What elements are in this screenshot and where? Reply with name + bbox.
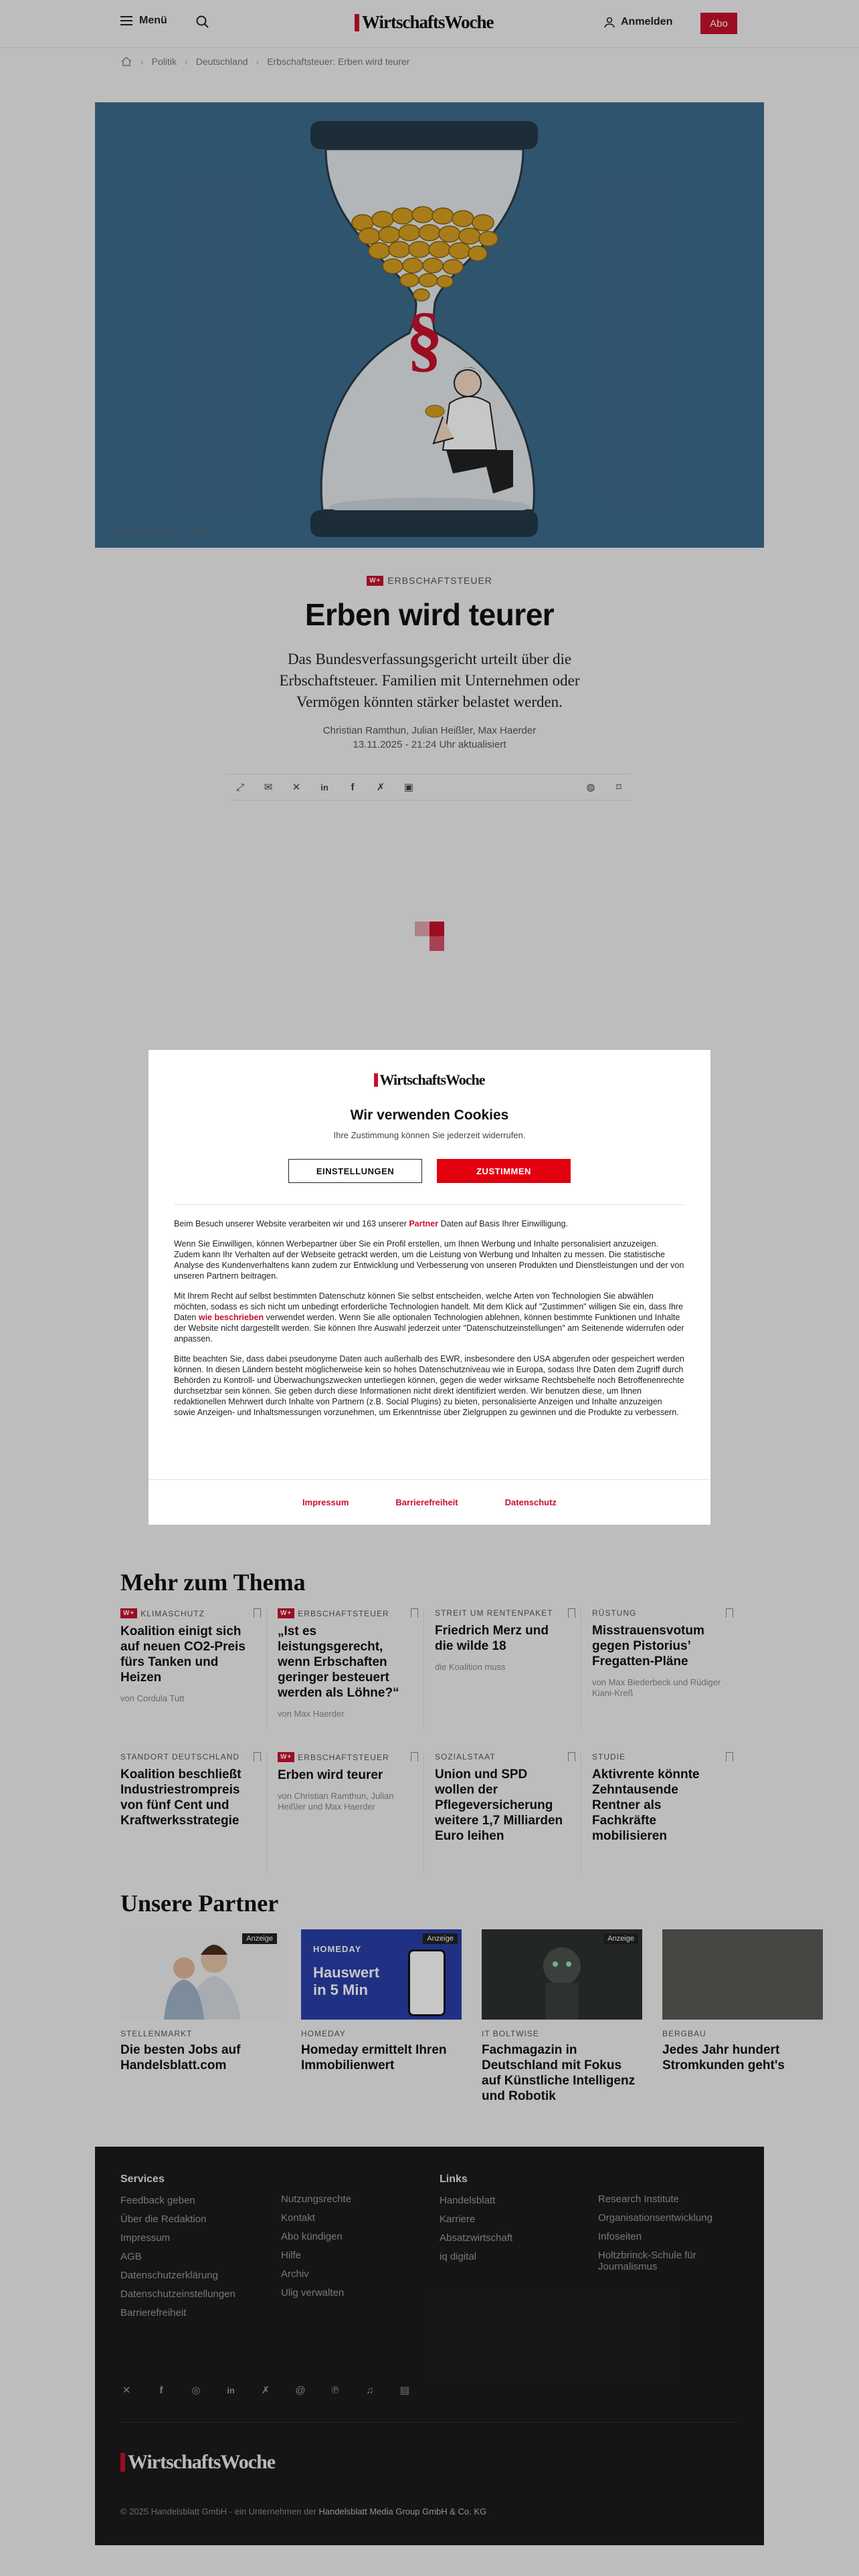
footer-link[interactable]: iq digital [440, 2251, 477, 2262]
card-kicker: KLIMASCHUTZ [140, 1608, 205, 1618]
homeday-slogan: Hauswert in 5 Min [313, 1964, 380, 1998]
footer-link[interactable]: AGB [120, 2251, 142, 2262]
article-headline: Erben wird teurer [304, 597, 555, 632]
ad-label: Anzeige [603, 1933, 638, 1944]
linkedin-icon[interactable]: in [227, 2385, 235, 2395]
partner-kicker: BERGBAU [662, 2029, 706, 2038]
copyright: © 2025 Handelsblatt GmbH - ein Unternehmen der Handelsblatt Media Group GmbH & Co. KG [120, 2506, 487, 2516]
image-credit: Foto: Getty Images, Collage [111, 528, 211, 537]
footer-logo[interactable]: WirtschaftsWoche [120, 2451, 275, 2474]
card-kicker: ERBSCHAFTSTEUER [298, 1752, 389, 1762]
partner-title[interactable]: Die besten Jobs auf Handelsblatt.com [120, 2043, 241, 2072]
x-icon[interactable]: ✕ [122, 2385, 131, 2396]
card-kicker: RÜSTUNG [592, 1608, 637, 1618]
ad-label: Anzeige [423, 1933, 458, 1944]
footer-link[interactable]: Abo kündigen [281, 2231, 343, 2242]
impressum-link[interactable]: Impressum [302, 1497, 349, 1507]
breadcrumb-item[interactable]: Politik [151, 56, 177, 67]
cookie-title: Wir verwenden Cookies [350, 1107, 509, 1123]
card-title[interactable]: Misstrauensvotum gegen Pistorius’ Fregatten-Pläne [592, 1624, 704, 1669]
article-date: 13.11.2025 - 21:24 Uhr aktualisiert [353, 739, 506, 750]
footer-link[interactable]: Nutzungsrechte [281, 2193, 352, 2205]
xing-icon[interactable]: ✗ [376, 782, 385, 793]
footer-link[interactable]: Datenschutzerklärung [120, 2270, 218, 2281]
card-author: von Christian Ramthun, Julian Heißler und Max Haerder [278, 1791, 394, 1812]
wplus-badge: W+ [278, 1608, 294, 1618]
card-title[interactable]: Aktivrente könnte Zehntausende Rentner als Fachkräfte mobilisieren [592, 1767, 700, 1843]
cookie-subtitle: Ihre Zustimmung können Sie jederzeit widerrufen. [333, 1130, 526, 1140]
site-logo[interactable]: WirtschaftsWoche [355, 12, 493, 33]
facebook-icon[interactable]: f [159, 2384, 163, 2396]
card-title[interactable]: Erben wird teurer [278, 1768, 383, 1782]
footer-link[interactable]: Hilfe [281, 2250, 302, 2261]
card-kicker: STANDORT DEUTSCHLAND [120, 1752, 240, 1761]
kicker-label: ERBSCHAFTSTEUER [387, 575, 492, 586]
login-label: Anmelden [621, 16, 673, 27]
facebook-icon[interactable]: f [351, 781, 355, 793]
section-title-more: Mehr zum Thema [120, 1569, 306, 1596]
svg-text:§: § [406, 298, 443, 379]
link-icon[interactable]: ⤢ [235, 781, 244, 793]
partner-title[interactable]: Jedes Jahr hundert Stromkunden geht's [662, 2043, 785, 2072]
mail-icon[interactable]: ✉ [264, 782, 273, 793]
partner-kicker: IT BOLTWISE [482, 2029, 539, 2038]
card-author: von Max Biederbeck und Rüdiger Kiani-Kreß [592, 1677, 721, 1698]
footer-link[interactable]: Infoseiten [598, 2231, 642, 2242]
breadcrumb-item[interactable]: Deutschland [195, 56, 248, 67]
section-title-partners: Unsere Partner [120, 1890, 279, 1917]
card-author: die Koalition muss [435, 1662, 506, 1672]
card-kicker: SOZIALSTAAT [435, 1752, 496, 1761]
card-author: von Cordula Tutt [120, 1693, 185, 1703]
card-kicker: ERBSCHAFTSTEUER [298, 1608, 389, 1618]
abo-button[interactable]: Abo [700, 13, 737, 34]
linkedin-icon[interactable]: in [320, 782, 328, 792]
footer-link[interactable]: Kontakt [281, 2212, 315, 2224]
threads-icon[interactable]: @ [295, 2384, 306, 2396]
cookie-text: Beim Besuch unserer Website verarbeiten wir und 163 unserer Partner Daten auf Basis Ihrer Einwilligung. Wenn Sie Einwilligen, können Werbepartner über Sie ein Profil erstellen, um Ihnen Werbung und Inhalte personalisiert anzuzeigen. Zudem kann Ihr Verhalten auf der Webseite getrackt werden, um die Leistung von Werbung und Inhalten zu messen. Die statistische Analyse des Kundenverhaltens kann zudem zur Entwicklung und Verbesserung von unseren Produkten und Dienstleistungen und der von unseren Partnern beitragen. Mit Ihrem Recht auf selbst bestimmten Datenschutz können Sie selbst entscheiden, welche Arten von Technologien Sie abwählen möchten, sodass es sich nicht um unbedingt erforderliche Technologien handelt. Mit dem Klick auf "Zustimmen" willigen Sie ein, dass Ihre Daten wie beschrieben verwendet werden. Wenn Sie alle optionalen Technologien ablehnen, können bestimmte Funktionen und Inhalte der Website nicht dargestellt werden. Sie können Ihre Auswahl jederzeit unter "Datenschutzeinstellungen" am Seitenende widerrufen oder anpassen. Bitte beachten Sie, dass dabei pseudonyme Daten auch außerhalb des EWR, insbesondere den USA abgerufen oder gespeichert werden können. In diesen Ländern besteht möglicherweise kein so hohes Datenschutzniveau wie in Europa, sodass Ihre Daten dem Zugriff durch Behörden zu Kontroll- und Überwachungszwecken unterliegen können, gegen die weder wirksame Rechtsbehelfe noch Betroffenenrechte durchsetzbar sein können. Sie geben durch diese Informationen nicht direkt identifiziert werden. Wir benutzen diese, um Ihnen redaktionellen Mehrwert durch Inhalte von Partnern (z.B. Social Plugins) zu bieten, personalisierte Anzeigen und Inhalte anzuzeigen sowie Anzeigen- und Inhaltsmessungen vorzunehmen, um Erkenntnisse über Zielgruppen zu gewinnen und die Produkte zu verbessern. [174, 1219, 684, 1417]
breadcrumb: › Politik › Deutschland › Erbschaftsteuer: Erben wird teurer [120, 52, 409, 71]
partner-link[interactable]: Partner [409, 1219, 439, 1228]
card-kicker: STREIT UM RENTENPAKET [435, 1608, 553, 1618]
podcast-icon[interactable]: ♫ [366, 2384, 374, 2396]
cookie-accept-button[interactable]: ZUSTIMMEN [437, 1159, 571, 1183]
card-author: von Max Haerder [278, 1709, 345, 1719]
footer-heading: Links [440, 2173, 468, 2185]
copyright-company-link[interactable]: Handelsblatt Media Group GmbH & Co. KG [318, 2506, 487, 2516]
footer-link[interactable]: Research Institute [598, 2193, 679, 2205]
datenschutz-link[interactable]: Datenschutz [504, 1497, 557, 1507]
wplus-badge: W+ [367, 576, 383, 586]
card-kicker: STUDIE [592, 1752, 626, 1761]
footer-link[interactable]: Organisationsentwicklung [598, 2212, 712, 2224]
footer-link[interactable]: Archiv [281, 2268, 309, 2280]
footer-heading: Services [120, 2173, 165, 2185]
footer-link[interactable]: Impressum [120, 2232, 171, 2244]
cookie-consent-dialog [149, 1050, 710, 1525]
gift-icon[interactable]: ▣ [403, 782, 414, 793]
wplus-badge: W+ [120, 1608, 137, 1618]
x-icon[interactable]: ✕ [292, 782, 301, 793]
card-title[interactable]: Friedrich Merz und die wilde 18 [435, 1624, 549, 1653]
described-link[interactable]: wie beschrieben [198, 1313, 264, 1322]
article-authors[interactable]: Christian Ramthun, Julian Heißler, Max Haerder [322, 725, 537, 736]
ad-label: Anzeige [242, 1933, 277, 1944]
cookie-logo: WirtschaftsWoche [349, 1071, 510, 1089]
card-title[interactable]: „Ist es leistungsgerecht, wenn Erbschaften geringer besteuert werden als Löhne?“ [278, 1624, 399, 1700]
card-title[interactable]: Union und SPD wollen der Pflegeversicherung weitere 1,7 Milliarden Euro leihen [435, 1767, 563, 1843]
homeday-brand: HOMEDAY [313, 1944, 362, 1954]
footer-link[interactable]: Karriere [440, 2214, 476, 2225]
menu-label: Menü [139, 15, 167, 26]
cookie-footer-links [149, 1479, 710, 1525]
cookie-settings-button[interactable]: EINSTELLUNGEN [288, 1159, 422, 1183]
partner-kicker: HOMEDAY [301, 2029, 346, 2038]
footer-link[interactable]: Handelsblatt [440, 2195, 496, 2206]
partner-title[interactable]: Fachmagazin in Deutschland mit Fokus auf Künstliche Intelligenz und Robotik [482, 2043, 636, 2103]
xing-icon[interactable]: ✗ [261, 2385, 270, 2396]
footer-link[interactable]: Über die Redaktion [120, 2214, 207, 2225]
instagram-icon[interactable]: ◎ [191, 2385, 201, 2396]
listen-icon[interactable]: ◍ [586, 782, 595, 793]
card-title[interactable]: Koalition beschließt Industriestrompreis von fünf Cent und Kraftwerksstrategie [120, 1767, 242, 1828]
barrierefreiheit-link[interactable]: Barrierefreiheit [395, 1497, 458, 1507]
footer-link[interactable]: Absatzwirtschaft [440, 2232, 513, 2244]
breadcrumb-item: Erbschaftsteuer: Erben wird teurer [267, 56, 410, 67]
footer-link[interactable]: Holtzbrinck-Schule für Journalismus [598, 2250, 696, 2272]
footer-link[interactable]: Datenschutzeinstellungen [120, 2288, 235, 2300]
partner-kicker: STELLENMARKT [120, 2029, 193, 2038]
newsletter-icon[interactable]: ▤ [399, 2385, 410, 2396]
footer-link[interactable]: Feedback geben [120, 2195, 195, 2206]
footer-link[interactable]: Barrierefreiheit [120, 2307, 187, 2319]
footer-link[interactable]: Ulig verwalten [281, 2287, 345, 2298]
pinterest-icon[interactable]: ℗ [331, 2384, 339, 2396]
article-teaser: Das Bundesverfassungsgericht urteilt über die Erbschaftsteuer. Familien mit Unternehmen oder Vermögen könnten stärker belastet werden. [279, 651, 580, 710]
partner-title[interactable]: Homeday ermittelt Ihren Immobilienwert [301, 2043, 447, 2072]
card-title[interactable]: Koalition einigt sich auf neuen CO2-Preis fürs Tanken und Heizen [120, 1624, 246, 1685]
wplus-badge: W+ [278, 1752, 294, 1762]
bookmark-icon[interactable]: ⌑ [616, 782, 622, 793]
